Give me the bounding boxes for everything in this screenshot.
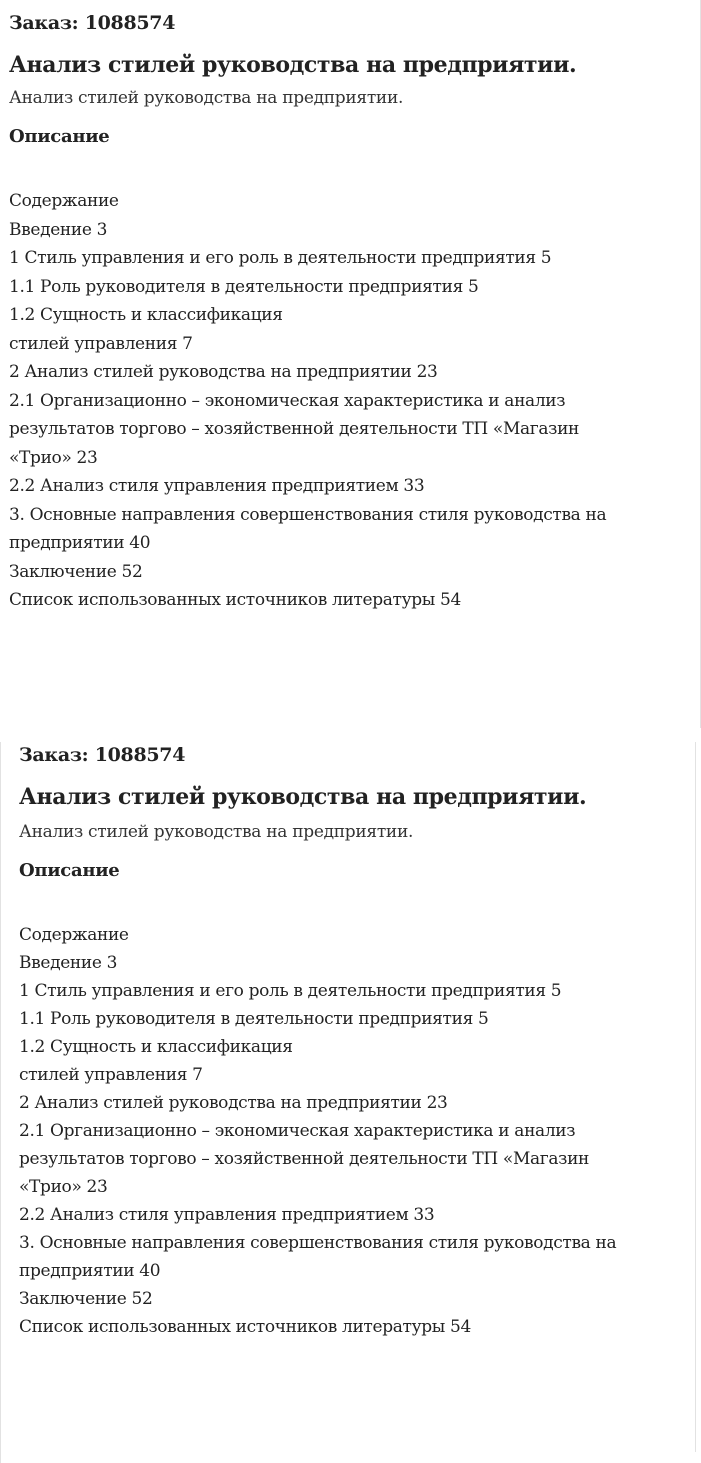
contents-line: Заключение 52 (9, 561, 143, 582)
contents-line: стилей управления 7 (9, 333, 193, 354)
order-card-repeat (0, 742, 701, 1463)
order-card-primary (0, 0, 701, 728)
contents-line: Список использованных источников литературы 54 (19, 1317, 471, 1337)
contents-line: 2.2 Анализ стиля управления предприятием 33 (19, 1205, 435, 1225)
contents-line: Заключение 52 (19, 1289, 153, 1309)
contents-line: 1 Стиль управления и его роль в деятельности предприятия 5 (19, 981, 562, 1001)
contents-line: 1.1 Роль руководителя в деятельности предприятия 5 (19, 1009, 489, 1029)
table-of-contents (9, 187, 700, 615)
contents-line: 2.2 Анализ стиля управления предприятием 33 (9, 476, 425, 496)
contents-line: 2.1 Организационно – экономическая характеристика и анализ (9, 390, 566, 411)
table-of-contents (19, 921, 695, 1341)
contents-line: Введение 3 (9, 219, 108, 240)
contents-line: «Трио» 23 (19, 1177, 108, 1197)
contents-line: 2 Анализ стилей руководства на предприятии 23 (19, 1093, 448, 1113)
order-subtitle: Анализ стилей руководства на предприятии. (9, 88, 404, 108)
contents-line: предприятии 40 (9, 533, 151, 553)
contents-line: 3. Основные направления совершенствования стиля руководства на (9, 504, 607, 525)
description-heading: Описание (19, 860, 120, 881)
contents-line: Содержание (9, 191, 119, 211)
order-number: Заказ: 1088574 (9, 12, 176, 34)
contents-line: Список использованных источников литературы 54 (9, 590, 461, 610)
contents-line: 1.2 Сущность и классификация (19, 1037, 293, 1057)
contents-line: Введение 3 (19, 953, 118, 973)
order-number: Заказ: 1088574 (19, 744, 186, 766)
contents-line: предприятии 40 (19, 1261, 161, 1281)
order-title: Анализ стилей руководства на предприятии. (19, 784, 587, 810)
contents-line: 2.1 Организационно – экономическая характеристика и анализ (19, 1121, 576, 1141)
contents-line: 3. Основные направления совершенствования стиля руководства на (19, 1233, 617, 1253)
contents-line: Содержание (19, 925, 129, 945)
contents-line: результатов торгово – хозяйственной деятельности ТП «Магазин (9, 419, 580, 439)
contents-line: 1 Стиль управления и его роль в деятельности предприятия 5 (9, 248, 552, 268)
contents-line: 1.1 Роль руководителя в деятельности предприятия 5 (9, 276, 479, 297)
contents-line: 1.2 Сущность и классификация (9, 305, 283, 325)
description-heading: Описание (9, 126, 110, 147)
order-title: Анализ стилей руководства на предприятии. (9, 52, 577, 78)
contents-line: 2 Анализ стилей руководства на предприятии 23 (9, 362, 438, 382)
order-subtitle: Анализ стилей руководства на предприятии. (19, 822, 414, 842)
contents-line: стилей управления 7 (19, 1065, 203, 1085)
contents-line: «Трио» 23 (9, 447, 98, 468)
contents-line: результатов торгово – хозяйственной деятельности ТП «Магазин (19, 1149, 590, 1169)
